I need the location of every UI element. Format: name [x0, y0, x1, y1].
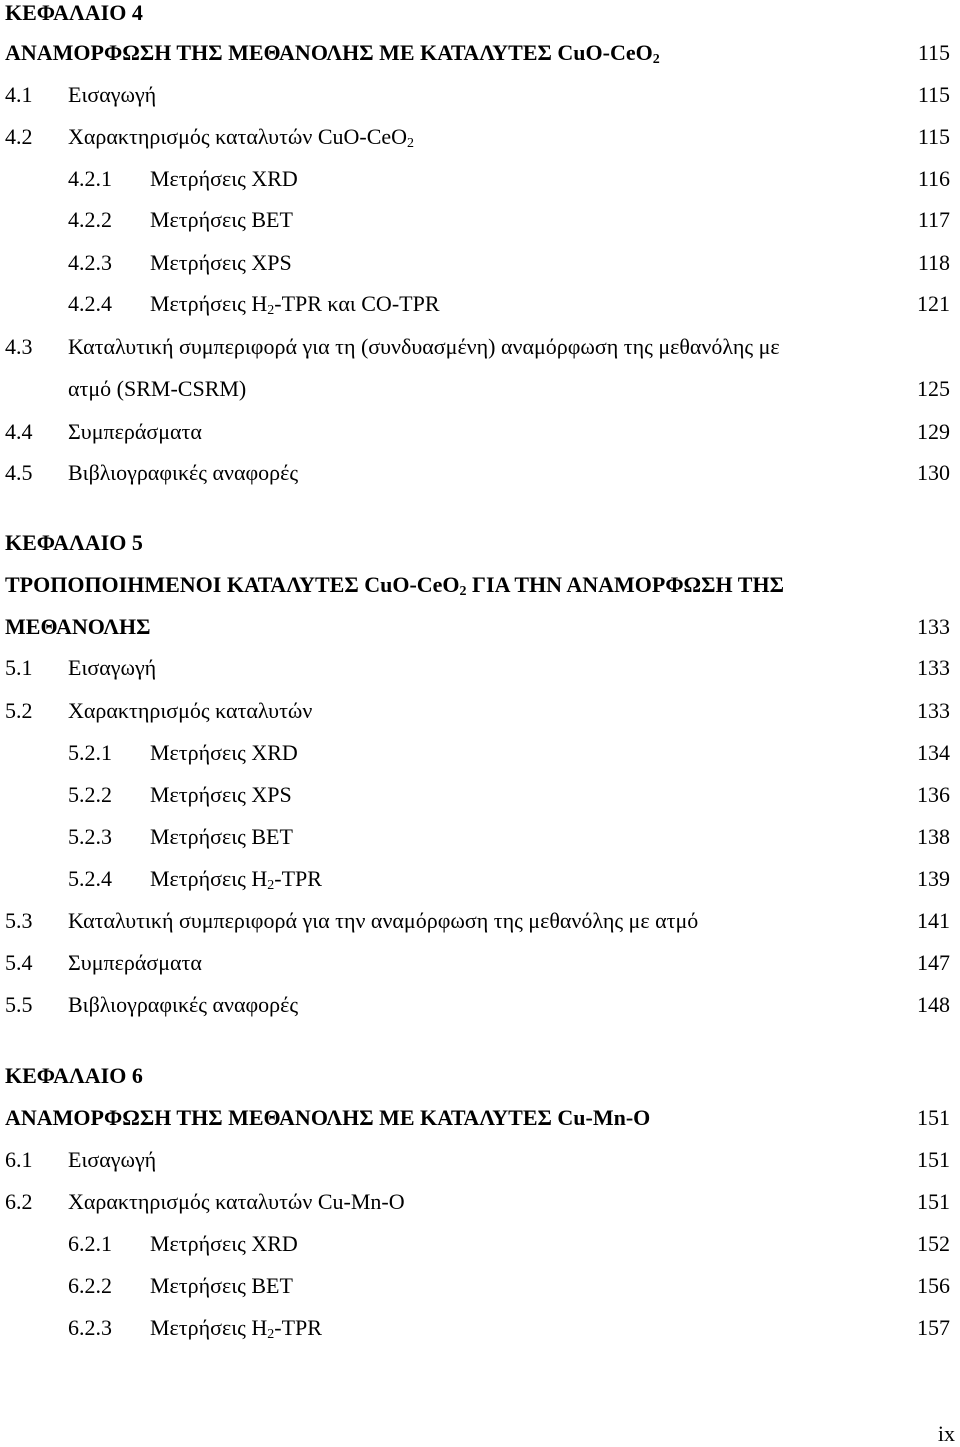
page-number: 133 — [917, 698, 950, 723]
section-number: 6.2.1 — [68, 1231, 112, 1256]
section-title-suffix: -TPR — [274, 1315, 322, 1340]
section-title: Εισαγωγή — [68, 82, 157, 107]
page-number: 148 — [917, 992, 950, 1017]
section-number: 4.1 — [5, 82, 33, 107]
section-title: Μετρήσεις XPS — [150, 782, 292, 807]
page-number: 133 — [917, 655, 950, 680]
page-number: 152 — [917, 1231, 950, 1256]
section-title: Μετρήσεις BET — [150, 207, 293, 232]
section-title-subscript: 2 — [407, 136, 415, 151]
section-title: Καταλυτική συμπεριφορά για τη (συνδυασμένη) αναμόρφωση της μεθανόλης με — [68, 334, 780, 359]
toc-entry-5-3 — [0, 908, 960, 934]
section-number: 4.2.4 — [68, 291, 112, 316]
section-number: 4.5 — [5, 460, 33, 485]
page-number: 133 — [917, 614, 950, 639]
page-number: 139 — [917, 866, 950, 891]
section-number: 5.2.2 — [68, 782, 112, 807]
section-number: 4.2.3 — [68, 250, 112, 275]
chapter-title-main: ΤΡΟΠΟΠΟΙΗΜΕΝΟΙ ΚΑΤΑΛΥΤΕΣ CuO-CeO — [5, 572, 460, 597]
toc-entry-5-5 — [0, 992, 960, 1018]
toc-entry-5-4 — [0, 950, 960, 976]
section-title: Μετρήσεις XRD — [150, 740, 298, 765]
page-number: 134 — [917, 740, 950, 765]
section-title: Χαρακτηρισμός καταλυτών — [68, 698, 313, 723]
chapter-title-text: ΑΝΑΜΟΡΦΩΣΗ ΤΗΣ ΜΕΘΑΝΟΛΗΣ ΜΕ ΚΑΤΑΛΥΤΕΣ Cu-Mn-O — [5, 1105, 651, 1130]
section-number: 4.4 — [5, 419, 33, 444]
toc-entry-6-2 — [0, 1189, 960, 1215]
section-number: 4.2.1 — [68, 166, 112, 191]
section-title-line2: ατμό (SRM-CSRM) — [68, 376, 247, 401]
page-number: 115 — [917, 82, 950, 107]
page-number: 121 — [917, 291, 950, 316]
chapter-title-line2: ΜΕΘΑΝΟΛΗΣ — [5, 614, 151, 639]
section-number: 5.2 — [5, 698, 33, 723]
toc-entry-4-5 — [0, 460, 960, 486]
chapter-heading-text: ΚΕΦΑΛΑΙΟ 5 — [5, 530, 143, 555]
section-title: Συμπεράσματα — [68, 419, 202, 444]
toc-entry-5-2-3 — [0, 824, 960, 850]
chapter-title-4 — [0, 40, 960, 66]
section-number: 5.5 — [5, 992, 33, 1017]
page-number: 156 — [917, 1273, 950, 1298]
toc-entry-6-2-3 — [0, 1315, 960, 1341]
section-title — [68, 124, 414, 150]
page-number: 147 — [917, 950, 950, 975]
section-number: 6.2.3 — [68, 1315, 112, 1340]
toc-entry-5-2-1 — [0, 740, 960, 766]
chapter-title-subscript: 2 — [459, 584, 467, 599]
toc-entry-4-3 — [0, 334, 960, 360]
section-title: Βιβλιογραφικές αναφορές — [68, 460, 299, 485]
toc-entry-4-2-4 — [0, 291, 960, 317]
section-title: Συμπεράσματα — [68, 950, 202, 975]
toc-entry-6-2-1 — [0, 1231, 960, 1257]
chapter-heading-5 — [0, 530, 960, 556]
toc-entry-4-1 — [0, 82, 960, 108]
chapter-title-text — [5, 40, 660, 66]
section-title: Μετρήσεις BET — [150, 1273, 293, 1298]
section-title-subscript: 2 — [267, 1327, 275, 1342]
page-number: 129 — [917, 419, 950, 444]
toc-entry-4-3-continued — [0, 376, 960, 402]
section-number: 6.2 — [5, 1189, 33, 1214]
page-number: 136 — [917, 782, 950, 807]
toc-entry-4-2-3 — [0, 250, 960, 276]
page-number: 115 — [917, 124, 950, 149]
page-number: 117 — [917, 207, 950, 232]
section-title-text: Μετρήσεις H — [150, 866, 268, 891]
chapter-title-text — [5, 572, 784, 598]
toc-entry-5-2-4 — [0, 866, 960, 892]
section-title-text: Χαρακτηρισμός καταλυτών CuO-CeO — [68, 124, 408, 149]
toc-entry-4-2-2 — [0, 207, 960, 233]
section-number: 5.2.3 — [68, 824, 112, 849]
chapter-heading-4 — [0, 0, 960, 26]
toc-entry-4-2 — [0, 124, 960, 150]
toc-entry-5-1 — [0, 655, 960, 681]
section-number: 5.3 — [5, 908, 33, 933]
section-title: Μετρήσεις BET — [150, 824, 293, 849]
chapter-title-6 — [0, 1105, 960, 1131]
toc-entry-4-2-1 — [0, 166, 960, 192]
toc-entry-5-2-2 — [0, 782, 960, 808]
section-title: Εισαγωγή — [68, 655, 157, 680]
section-title — [150, 291, 440, 317]
section-number: 4.2 — [5, 124, 33, 149]
section-title: Βιβλιογραφικές αναφορές — [68, 992, 299, 1017]
section-title: Μετρήσεις XPS — [150, 250, 292, 275]
section-number: 5.2.1 — [68, 740, 112, 765]
section-number: 6.1 — [5, 1147, 33, 1172]
page-number: 157 — [917, 1315, 950, 1340]
toc-entry-6-1 — [0, 1147, 960, 1173]
section-title-subscript: 2 — [267, 878, 275, 893]
section-number: 6.2.2 — [68, 1273, 112, 1298]
section-title — [150, 1315, 322, 1341]
page-number: 151 — [917, 1147, 950, 1172]
section-title: Καταλυτική συμπεριφορά για την αναμόρφωση της μεθανόλης με ατμό — [68, 908, 699, 933]
chapter-title-5-continued — [0, 614, 960, 640]
toc-entry-5-2 — [0, 698, 960, 724]
page-number: 151 — [917, 1189, 950, 1214]
section-title-suffix: -TPR — [274, 866, 322, 891]
section-title: Μετρήσεις XRD — [150, 166, 298, 191]
chapter-heading-6 — [0, 1063, 960, 1089]
chapter-title-suffix: ΓΙΑ ΤΗΝ ΑΝΑΜΟΡΦΩΣΗ ΤΗΣ — [466, 572, 784, 597]
page-number: 130 — [917, 460, 950, 485]
page-number: 116 — [917, 166, 950, 191]
page-number: 118 — [917, 250, 950, 275]
section-number: 4.3 — [5, 334, 33, 359]
section-number: 5.1 — [5, 655, 33, 680]
section-number: 4.2.2 — [68, 207, 112, 232]
page-folio: ix — [937, 1421, 955, 1446]
section-number: 5.2.4 — [68, 866, 112, 891]
section-title-subscript: 2 — [267, 303, 275, 318]
chapter-title-subscript: 2 — [652, 52, 660, 67]
page-number: 151 — [917, 1105, 950, 1130]
page-number: 125 — [917, 376, 950, 401]
section-title-text: Μετρήσεις H — [150, 291, 268, 316]
toc-entry-4-4 — [0, 419, 960, 445]
section-title-suffix: -TPR και CO-TPR — [274, 291, 440, 316]
section-title: Μετρήσεις XRD — [150, 1231, 298, 1256]
section-number: 5.4 — [5, 950, 33, 975]
chapter-title-main: ΑΝΑΜΟΡΦΩΣΗ ΤΗΣ ΜΕΘΑΝΟΛΗΣ ΜΕ ΚΑΤΑΛΥΤΕΣ CuO-CeO — [5, 40, 653, 65]
section-title: Εισαγωγή — [68, 1147, 157, 1172]
section-title-text: Μετρήσεις H — [150, 1315, 268, 1340]
section-title — [150, 866, 322, 892]
toc-entry-6-2-2 — [0, 1273, 960, 1299]
page-number: 138 — [917, 824, 950, 849]
chapter-heading-text: ΚΕΦΑΛΑΙΟ 6 — [5, 1063, 143, 1088]
chapter-heading-text: ΚΕΦΑΛΑΙΟ 4 — [5, 0, 143, 25]
chapter-title-5 — [0, 572, 960, 598]
page-number: 115 — [917, 40, 950, 65]
section-title: Χαρακτηρισμός καταλυτών Cu-Mn-O — [68, 1189, 405, 1214]
page-number: 141 — [917, 908, 950, 933]
